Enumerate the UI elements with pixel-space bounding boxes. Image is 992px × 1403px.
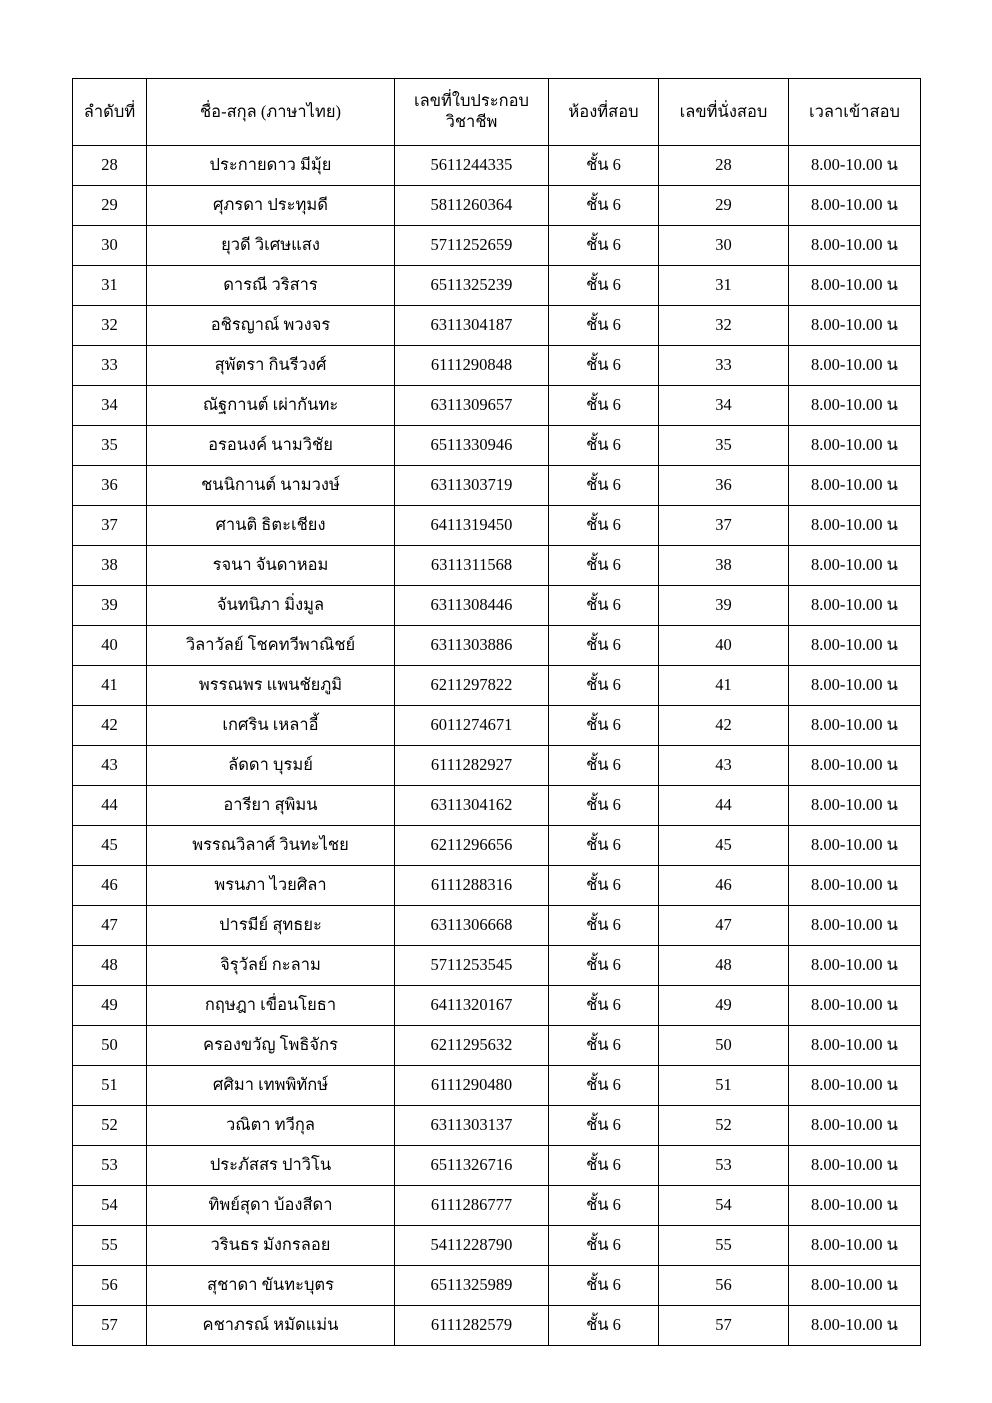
- cell-seat: 37: [659, 506, 789, 546]
- cell-seat: 53: [659, 1146, 789, 1186]
- cell-no: 48: [73, 946, 147, 986]
- cell-name: ศุภรดา ประทุมดี: [147, 186, 395, 226]
- cell-seat: 56: [659, 1266, 789, 1306]
- cell-no: 28: [73, 146, 147, 186]
- cell-room: ชั้น 6: [549, 946, 659, 986]
- cell-name: ศานติ ธิตะเชียง: [147, 506, 395, 546]
- cell-time: 8.00-10.00 น: [789, 146, 921, 186]
- cell-room: ชั้น 6: [549, 1026, 659, 1066]
- table-row: [73, 506, 921, 546]
- column-header-license-line2: วิชาชีพ: [445, 112, 498, 131]
- cell-room: ชั้น 6: [549, 1186, 659, 1226]
- cell-seat: 29: [659, 186, 789, 226]
- cell-time: 8.00-10.00 น: [789, 666, 921, 706]
- cell-time: 8.00-10.00 น: [789, 866, 921, 906]
- cell-no: 45: [73, 826, 147, 866]
- cell-time: 8.00-10.00 น: [789, 1146, 921, 1186]
- cell-no: 39: [73, 586, 147, 626]
- column-header-seat: เลขที่นั่งสอบ: [659, 79, 789, 146]
- cell-name: ประภัสสร ปาวิโน: [147, 1146, 395, 1186]
- cell-license: 6311303886: [395, 626, 549, 666]
- cell-license: 6311303137: [395, 1106, 549, 1146]
- cell-time: 8.00-10.00 น: [789, 226, 921, 266]
- cell-license: 6511330946: [395, 426, 549, 466]
- cell-seat: 33: [659, 346, 789, 386]
- cell-room: ชั้น 6: [549, 826, 659, 866]
- cell-time: 8.00-10.00 น: [789, 186, 921, 226]
- cell-no: 36: [73, 466, 147, 506]
- cell-seat: 55: [659, 1226, 789, 1266]
- cell-room: ชั้น 6: [549, 146, 659, 186]
- cell-name: อารียา สุพิมน: [147, 786, 395, 826]
- cell-time: 8.00-10.00 น: [789, 306, 921, 346]
- cell-no: 52: [73, 1106, 147, 1146]
- cell-license: 6311306668: [395, 906, 549, 946]
- cell-time: 8.00-10.00 น: [789, 1306, 921, 1346]
- cell-license: 6311309657: [395, 386, 549, 426]
- cell-license: 6111282927: [395, 746, 549, 786]
- table-row: [73, 586, 921, 626]
- cell-name: ดารณี วริสาร: [147, 266, 395, 306]
- cell-seat: 36: [659, 466, 789, 506]
- cell-name: อชิรญาณ์ พวงจร: [147, 306, 395, 346]
- table-row: [73, 626, 921, 666]
- table-row: [73, 866, 921, 906]
- table-row: [73, 186, 921, 226]
- table-row: [73, 346, 921, 386]
- cell-seat: 51: [659, 1066, 789, 1106]
- cell-seat: 44: [659, 786, 789, 826]
- cell-time: 8.00-10.00 น: [789, 706, 921, 746]
- cell-seat: 40: [659, 626, 789, 666]
- cell-license: 6211295632: [395, 1026, 549, 1066]
- cell-room: ชั้น 6: [549, 346, 659, 386]
- cell-name: ศศิมา เทพพิทักษ์: [147, 1066, 395, 1106]
- cell-no: 41: [73, 666, 147, 706]
- cell-name: สุพัตรา กินรีวงศ์: [147, 346, 395, 386]
- cell-no: 34: [73, 386, 147, 426]
- cell-seat: 46: [659, 866, 789, 906]
- cell-name: พรรณพร แพนชัยภูมิ: [147, 666, 395, 706]
- cell-room: ชั้น 6: [549, 1146, 659, 1186]
- cell-license: 6111290480: [395, 1066, 549, 1106]
- cell-room: ชั้น 6: [549, 546, 659, 586]
- cell-seat: 47: [659, 906, 789, 946]
- cell-seat: 52: [659, 1106, 789, 1146]
- cell-name: พรรณวิลาศ์ วินทะไชย: [147, 826, 395, 866]
- cell-name: รจนา จันดาหอม: [147, 546, 395, 586]
- cell-name: ณัฐกานต์ เผ่ากันทะ: [147, 386, 395, 426]
- cell-name: เกศริน เหลาอี้: [147, 706, 395, 746]
- cell-name: ปารมีย์ สุทธยะ: [147, 906, 395, 946]
- table-row: [73, 226, 921, 266]
- cell-license: 6311311568: [395, 546, 549, 586]
- cell-license: 6311304187: [395, 306, 549, 346]
- cell-seat: 39: [659, 586, 789, 626]
- cell-no: 35: [73, 426, 147, 466]
- table-row: [73, 1146, 921, 1186]
- cell-name: ชนนิกานต์ นามวงษ์: [147, 466, 395, 506]
- cell-no: 29: [73, 186, 147, 226]
- column-header-license-line1: เลขที่ใบประกอบ: [413, 91, 529, 111]
- table-row: [73, 1186, 921, 1226]
- cell-name: สุชาดา ขันทะบุตร: [147, 1266, 395, 1306]
- table-row: [73, 1026, 921, 1066]
- cell-time: 8.00-10.00 น: [789, 1106, 921, 1146]
- cell-license: 6111288316: [395, 866, 549, 906]
- column-header-license: [395, 79, 549, 146]
- cell-time: 8.00-10.00 น: [789, 1226, 921, 1266]
- cell-license: 5711252659: [395, 226, 549, 266]
- table-row: [73, 1066, 921, 1106]
- cell-no: 42: [73, 706, 147, 746]
- cell-license: 6411320167: [395, 986, 549, 1026]
- cell-room: ชั้น 6: [549, 906, 659, 946]
- cell-no: 38: [73, 546, 147, 586]
- cell-name: จิรุวัลย์ กะลาม: [147, 946, 395, 986]
- cell-room: ชั้น 6: [549, 506, 659, 546]
- cell-seat: 41: [659, 666, 789, 706]
- table-row: [73, 146, 921, 186]
- cell-time: 8.00-10.00 น: [789, 586, 921, 626]
- cell-time: 8.00-10.00 น: [789, 906, 921, 946]
- cell-name: อรอนงค์ นามวิชัย: [147, 426, 395, 466]
- cell-license: 6511325989: [395, 1266, 549, 1306]
- cell-time: 8.00-10.00 น: [789, 826, 921, 866]
- column-header-time: เวลาเข้าสอบ: [789, 79, 921, 146]
- cell-seat: 48: [659, 946, 789, 986]
- table-row: [73, 826, 921, 866]
- cell-room: ชั้น 6: [549, 1066, 659, 1106]
- cell-no: 31: [73, 266, 147, 306]
- cell-no: 56: [73, 1266, 147, 1306]
- table-row: [73, 266, 921, 306]
- cell-seat: 30: [659, 226, 789, 266]
- cell-time: 8.00-10.00 น: [789, 986, 921, 1026]
- table-row: [73, 946, 921, 986]
- cell-license: 5411228790: [395, 1226, 549, 1266]
- cell-time: 8.00-10.00 น: [789, 626, 921, 666]
- cell-no: 37: [73, 506, 147, 546]
- cell-time: 8.00-10.00 น: [789, 546, 921, 586]
- table-row: [73, 306, 921, 346]
- cell-seat: 45: [659, 826, 789, 866]
- cell-no: 30: [73, 226, 147, 266]
- cell-seat: 57: [659, 1306, 789, 1346]
- cell-license: 6211297822: [395, 666, 549, 706]
- cell-no: 49: [73, 986, 147, 1026]
- cell-name: วรินธร มังกรลอย: [147, 1226, 395, 1266]
- cell-no: 33: [73, 346, 147, 386]
- cell-seat: 43: [659, 746, 789, 786]
- cell-room: ชั้น 6: [549, 706, 659, 746]
- cell-seat: 42: [659, 706, 789, 746]
- cell-seat: 38: [659, 546, 789, 586]
- cell-no: 53: [73, 1146, 147, 1186]
- cell-time: 8.00-10.00 น: [789, 1186, 921, 1226]
- cell-no: 44: [73, 786, 147, 826]
- table-header-row: [73, 79, 921, 146]
- cell-seat: 50: [659, 1026, 789, 1066]
- cell-room: ชั้น 6: [549, 186, 659, 226]
- cell-no: 57: [73, 1306, 147, 1346]
- cell-name: จันทนิภา มิ่งมูล: [147, 586, 395, 626]
- cell-license: 5811260364: [395, 186, 549, 226]
- table-row: [73, 426, 921, 466]
- table-row: [73, 746, 921, 786]
- table-row: [73, 706, 921, 746]
- cell-seat: 31: [659, 266, 789, 306]
- table-row: [73, 1226, 921, 1266]
- cell-no: 54: [73, 1186, 147, 1226]
- cell-name: วณิตา ทวีกุล: [147, 1106, 395, 1146]
- table-row: [73, 466, 921, 506]
- cell-license: 6111290848: [395, 346, 549, 386]
- cell-no: 32: [73, 306, 147, 346]
- cell-room: ชั้น 6: [549, 786, 659, 826]
- cell-seat: 54: [659, 1186, 789, 1226]
- cell-room: ชั้น 6: [549, 666, 659, 706]
- table-row: [73, 1306, 921, 1346]
- cell-license: 6211296656: [395, 826, 549, 866]
- cell-time: 8.00-10.00 น: [789, 746, 921, 786]
- cell-no: 51: [73, 1066, 147, 1106]
- cell-no: 43: [73, 746, 147, 786]
- table-row: [73, 386, 921, 426]
- cell-license: 6111286777: [395, 1186, 549, 1226]
- cell-license: 6511325239: [395, 266, 549, 306]
- cell-room: ชั้น 6: [549, 746, 659, 786]
- table-row: [73, 986, 921, 1026]
- cell-license: 6111282579: [395, 1306, 549, 1346]
- cell-name: ทิพย์สุดา บ้องสีดา: [147, 1186, 395, 1226]
- cell-time: 8.00-10.00 น: [789, 426, 921, 466]
- column-header-room: ห้องที่สอบ: [549, 79, 659, 146]
- cell-seat: 34: [659, 386, 789, 426]
- column-header-no: ลำดับที่: [73, 79, 147, 146]
- cell-license: 5611244335: [395, 146, 549, 186]
- cell-room: ชั้น 6: [549, 1226, 659, 1266]
- cell-time: 8.00-10.00 น: [789, 946, 921, 986]
- cell-no: 55: [73, 1226, 147, 1266]
- cell-room: ชั้น 6: [549, 306, 659, 346]
- cell-room: ชั้น 6: [549, 986, 659, 1026]
- cell-name: พรนภา ไวยศิลา: [147, 866, 395, 906]
- cell-name: คชาภรณ์ หมัดแม่น: [147, 1306, 395, 1346]
- cell-license: 6311304162: [395, 786, 549, 826]
- cell-room: ชั้น 6: [549, 386, 659, 426]
- cell-time: 8.00-10.00 น: [789, 1266, 921, 1306]
- cell-room: ชั้น 6: [549, 466, 659, 506]
- table-body: [73, 146, 921, 1346]
- table-header: [73, 79, 921, 146]
- cell-no: 50: [73, 1026, 147, 1066]
- cell-name: ครองขวัญ โพธิจักร: [147, 1026, 395, 1066]
- cell-name: ลัดดา บุรมย์: [147, 746, 395, 786]
- cell-license: 6011274671: [395, 706, 549, 746]
- cell-room: ชั้น 6: [549, 266, 659, 306]
- table-row: [73, 546, 921, 586]
- cell-time: 8.00-10.00 น: [789, 466, 921, 506]
- cell-seat: 32: [659, 306, 789, 346]
- cell-no: 40: [73, 626, 147, 666]
- cell-name: ยุวดี วิเศษแสง: [147, 226, 395, 266]
- cell-no: 47: [73, 906, 147, 946]
- cell-time: 8.00-10.00 น: [789, 386, 921, 426]
- column-header-name: ชื่อ-สกุล (ภาษาไทย): [147, 79, 395, 146]
- table-row: [73, 1106, 921, 1146]
- cell-seat: 35: [659, 426, 789, 466]
- cell-license: 6311303719: [395, 466, 549, 506]
- cell-time: 8.00-10.00 น: [789, 1026, 921, 1066]
- cell-time: 8.00-10.00 น: [789, 266, 921, 306]
- table-row: [73, 666, 921, 706]
- cell-seat: 28: [659, 146, 789, 186]
- cell-license: 6311308446: [395, 586, 549, 626]
- cell-room: ชั้น 6: [549, 1106, 659, 1146]
- table-row: [73, 786, 921, 826]
- table-row: [73, 1266, 921, 1306]
- cell-license: 6511326716: [395, 1146, 549, 1186]
- cell-time: 8.00-10.00 น: [789, 1066, 921, 1106]
- cell-name: ประกายดาว มีมุ้ย: [147, 146, 395, 186]
- cell-room: ชั้น 6: [549, 426, 659, 466]
- cell-name: กฤษฎา เขื่อนโยธา: [147, 986, 395, 1026]
- cell-room: ชั้น 6: [549, 866, 659, 906]
- cell-room: ชั้น 6: [549, 226, 659, 266]
- cell-room: ชั้น 6: [549, 626, 659, 666]
- cell-room: ชั้น 6: [549, 1266, 659, 1306]
- cell-license: 5711253545: [395, 946, 549, 986]
- cell-license: 6411319450: [395, 506, 549, 546]
- cell-room: ชั้น 6: [549, 586, 659, 626]
- table-row: [73, 906, 921, 946]
- cell-time: 8.00-10.00 น: [789, 506, 921, 546]
- cell-no: 46: [73, 866, 147, 906]
- cell-seat: 49: [659, 986, 789, 1026]
- exam-candidates-table: [72, 78, 921, 1346]
- cell-time: 8.00-10.00 น: [789, 346, 921, 386]
- cell-name: วิลาวัลย์ โชคทวีพาณิชย์: [147, 626, 395, 666]
- cell-room: ชั้น 6: [549, 1306, 659, 1346]
- cell-time: 8.00-10.00 น: [789, 786, 921, 826]
